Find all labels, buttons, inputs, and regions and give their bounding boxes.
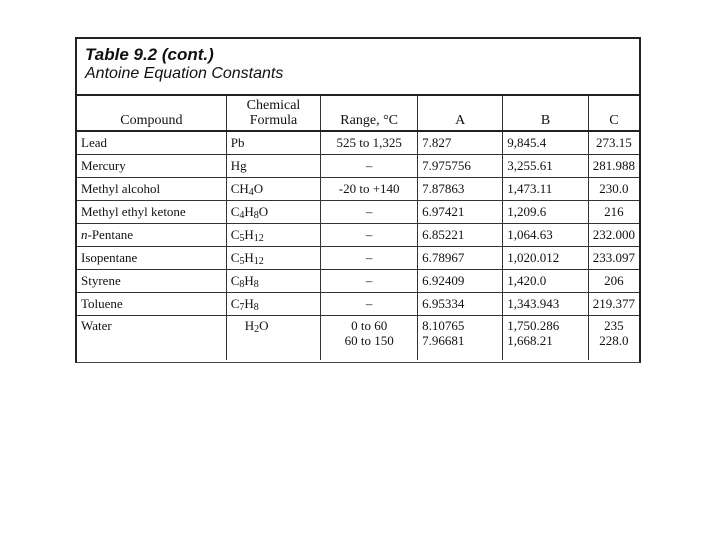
- compound-cell: Toluene: [77, 293, 226, 316]
- antoine-constants-table: [77, 94, 639, 360]
- formula-cell: $C_5H_{12}$: [226, 224, 321, 247]
- formula-cell: $C_5H_{12}$: [226, 247, 321, 270]
- c-cell: 235 228.0: [588, 316, 639, 361]
- table-row: [77, 316, 639, 361]
- a-cell: 7.975756: [418, 155, 503, 178]
- table-row: [77, 270, 639, 293]
- b-cell: 3,255.61: [503, 155, 589, 178]
- compound-cell: Water: [77, 316, 226, 361]
- c-cell: 230.0: [588, 178, 639, 201]
- range-cell: –: [321, 270, 418, 293]
- a-cell: 6.95334: [418, 293, 503, 316]
- formula-cell: $CH_4O$: [226, 178, 321, 201]
- compound-cell: Methyl alcohol: [77, 178, 226, 201]
- a-cell: 8.10765 7.96681: [418, 316, 503, 361]
- b-cell: 1,020.012: [503, 247, 589, 270]
- formula-cell: Pb: [226, 131, 321, 155]
- a-cell: 6.97421: [418, 201, 503, 224]
- table-caption: Antoine Equation Constants: [85, 65, 284, 82]
- range-cell: –: [321, 155, 418, 178]
- compound-cell: n-Pentane: [77, 224, 226, 247]
- table-row: [77, 178, 639, 201]
- header-row: [77, 95, 639, 131]
- table-body: [77, 131, 639, 360]
- table-title-block: [85, 45, 283, 83]
- compound-cell: Styrene: [77, 270, 226, 293]
- b-cell: 1,209.6: [503, 201, 589, 224]
- a-cell: 6.92409: [418, 270, 503, 293]
- b-cell: 9,845.4: [503, 131, 589, 155]
- header-formula-line2: Formula: [249, 113, 298, 128]
- range-cell: –: [321, 247, 418, 270]
- formula-cell: Hg: [226, 155, 321, 178]
- header-formula: [226, 95, 321, 131]
- header-range: Range, °C: [321, 95, 418, 131]
- c-cell: 216: [588, 201, 639, 224]
- range-cell: –: [321, 224, 418, 247]
- table-number: Table 9.2 (cont.): [85, 45, 214, 64]
- c-cell: 281.988: [588, 155, 639, 178]
- b-cell: 1,473.11: [503, 178, 589, 201]
- header-c: C: [588, 95, 639, 131]
- b-cell: 1,420.0: [503, 270, 589, 293]
- header-compound: Compound: [77, 95, 226, 131]
- table-page: [75, 37, 641, 363]
- c-cell: 219.377: [588, 293, 639, 316]
- range-cell: –: [321, 201, 418, 224]
- formula-cell: $H_2O$: [226, 316, 321, 361]
- a-cell: 6.78967: [418, 247, 503, 270]
- a-cell: 7.87863: [418, 178, 503, 201]
- formula-cell: $C_8H_8$: [226, 270, 321, 293]
- b-cell: 1,343.943: [503, 293, 589, 316]
- range-cell: 0 to 60 60 to 150: [321, 316, 418, 361]
- compound-cell: Methyl ethyl ketone: [77, 201, 226, 224]
- range-cell: -20 to +140: [321, 178, 418, 201]
- header-a: A: [418, 95, 503, 131]
- c-cell: 233.097: [588, 247, 639, 270]
- range-cell: 525 to 1,325: [321, 131, 418, 155]
- b-cell: 1,750.286 1,668.21: [503, 316, 589, 361]
- c-cell: 273.15: [588, 131, 639, 155]
- table-row: [77, 155, 639, 178]
- a-cell: 7.827: [418, 131, 503, 155]
- c-cell: 206: [588, 270, 639, 293]
- header-b: B: [503, 95, 589, 131]
- table-row: [77, 201, 639, 224]
- table-row: [77, 224, 639, 247]
- b-cell: 1,064.63: [503, 224, 589, 247]
- table-row: [77, 247, 639, 270]
- formula-cell: $C_7H_8$: [226, 293, 321, 316]
- table-row: [77, 131, 639, 155]
- range-cell: –: [321, 293, 418, 316]
- a-cell: 6.85221: [418, 224, 503, 247]
- compound-cell: Mercury: [77, 155, 226, 178]
- formula-cell: $C_4H_8O$: [226, 201, 321, 224]
- compound-cell: Isopentane: [77, 247, 226, 270]
- c-cell: 232.000: [588, 224, 639, 247]
- table-row: [77, 293, 639, 316]
- header-formula-line1: Chemical: [246, 98, 301, 113]
- compound-cell: Lead: [77, 131, 226, 155]
